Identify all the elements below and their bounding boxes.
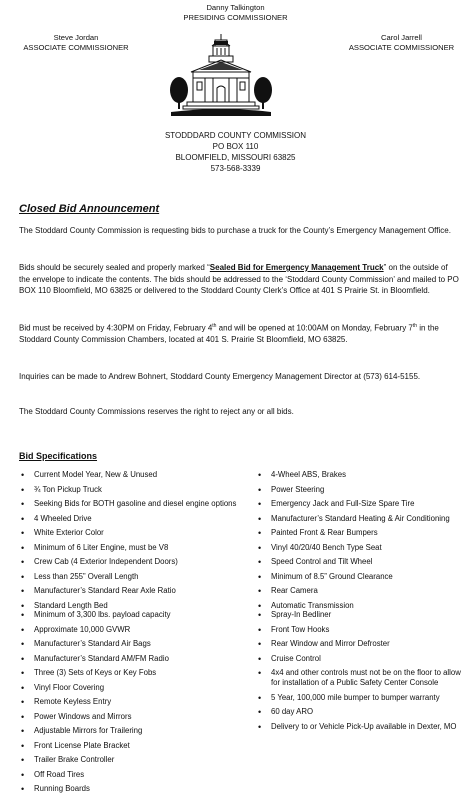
spec-item: • Adjustable Mirrors for Trailering [17, 726, 242, 736]
spec-item: • Minimum of 3,300 lbs. payload capacity [17, 610, 242, 620]
spec-item: • Delivery to or Vehicle Pick-Up available in Dexter, MO [254, 722, 464, 732]
spec-item: • Vinyl 40/20/40 Bench Type Seat [254, 543, 464, 553]
announcement-title: Closed Bid Announcement [19, 203, 160, 215]
deadline-sup-1: th [212, 323, 217, 329]
right-commissioner-name: Carol Jarrell [381, 33, 422, 42]
spec-item: • Power Steering [254, 485, 464, 495]
spec-item: • Rear Camera [254, 586, 464, 596]
paragraph-request: The Stoddard County Commission is requesting bids to purchase a truck for the County’s Emergency Management Office. [19, 226, 451, 235]
spec-item: • Minimum of 6 Liter Engine, must be V8 [17, 543, 242, 553]
deadline-text-c: in the Stoddard County Commission Chambers, located at 401 S. Prairie St Bloomfield, MO 63825. [19, 323, 439, 345]
spec-item: • Standard Length Bed [17, 601, 242, 611]
spec-item: • Rear Window and Mirror Defroster [254, 639, 464, 649]
city-state-zip: BLOOMFIELD, MISSOURI 63825 [175, 153, 296, 162]
spec-item: • White Exterior Color [17, 528, 242, 538]
spec-item: • 4x4 and other controls must not be on the floor to allow for installation of a Public Safety Center Console [254, 668, 464, 689]
paragraph-deadline [19, 321, 459, 346]
spec-item: • Off Road Tires [17, 770, 242, 780]
spec-item: • Seeking Bids for BOTH gasoline and diesel engine options [17, 499, 242, 509]
spec-list-left-top [17, 470, 242, 615]
courthouse-seal-icon [169, 32, 273, 126]
spec-item: • Automatic Transmission [254, 601, 464, 611]
presiding-commissioner [0, 3, 471, 24]
paragraph-inquiries: Inquiries can be made to Andrew Bohnert, Stoddard County Emergency Management Director at (573) 614-5155. [19, 372, 421, 381]
sealed-bid-label: Sealed Bid for Emergency Management Truck [209, 263, 384, 272]
spec-item: • Painted Front & Rear Bumpers [254, 528, 464, 538]
spec-item: • Front License Plate Bracket [17, 741, 242, 751]
bid-instructions-text-a: Bids should be securely sealed and properly marked “ [19, 263, 210, 272]
spec-list-right-top [254, 470, 464, 615]
spec-item: • Crew Cab (4 Exterior Independent Doors) [17, 557, 242, 567]
spec-item: • 5 Year, 100,000 mile bumper to bumper warranty [254, 693, 464, 703]
spec-item: • Approximate 10,000 GVWR [17, 625, 242, 635]
spec-item: • Spray-In Bedliner [254, 610, 464, 620]
spec-item: • Power Windows and Mirrors [17, 712, 242, 722]
spec-item: • Trailer Brake Controller [17, 755, 242, 765]
right-commissioner-title: ASSOCIATE COMMISSIONER [348, 43, 455, 53]
org-name: STODDDARD COUNTY COMMISSION [164, 131, 307, 140]
deadline-text-b: and will be opened at 10:00AM on Monday, February 7 [216, 323, 413, 333]
associate-commissioner-right [334, 33, 469, 54]
presiding-name: Danny Talkington [206, 3, 265, 12]
spec-item: • Running Boards [17, 784, 242, 794]
phone-number: 573-568-3339 [210, 164, 261, 173]
spec-item: • ¾ Ton Pickup Truck [17, 485, 242, 495]
paragraph-bid-instructions [19, 262, 459, 297]
associate-commissioner-left [6, 33, 146, 54]
spec-item: • 4 Wheeled Drive [17, 514, 242, 524]
spec-item: • 4-Wheel ABS, Brakes [254, 470, 464, 480]
spec-item: • Three (3) Sets of Keys or Key Fobs [17, 668, 242, 678]
spec-item: • Manufacturer’s Standard Rear Axle Ratio [17, 586, 242, 596]
deadline-sup-2: th [412, 323, 418, 329]
commission-address-block [0, 130, 471, 174]
spec-item: • Current Model Year, New & Unused [17, 470, 242, 480]
po-box: PO BOX 110 [212, 142, 259, 151]
left-commissioner-name: Steve Jordan [53, 33, 99, 42]
spec-item: • Remote Keyless Entry [17, 697, 242, 707]
spec-list-left-bottom [17, 610, 242, 799]
deadline-text-a: Bid must be received by 4:30PM on Friday, February 4 [19, 323, 213, 333]
spec-list-right-bottom [254, 610, 464, 736]
spec-item: • Vinyl Floor Covering [17, 683, 242, 693]
bid-instructions-text-b: ” on the outside of the envelope to indicate the contents. The bids should be addressed to the ‘Stoddard County Commission’ and mailed to PO BOX 110 Bloomfield, MO 63825 or delivered to the Stoddard County Clerk’s Office at 401 S Prairie St. in Bloomfield. [19, 263, 459, 296]
spec-item: • Front Tow Hooks [254, 625, 464, 635]
spec-item: • 60 day ARO [254, 707, 464, 717]
spec-item: • Manufacturer’s Standard Air Bags [17, 639, 242, 649]
spec-item: • Manufacturer’s Standard Heating & Air Conditioning [254, 514, 464, 524]
left-commissioner-title: ASSOCIATE COMMISSIONER [23, 43, 129, 53]
spec-item: • Manufacturer’s Standard AM/FM Radio [17, 654, 242, 664]
bid-specifications-title: Bid Specifications [19, 451, 98, 461]
presiding-title: PRESIDING COMMISSIONER [183, 13, 288, 23]
spec-item: • Speed Control and Tilt Wheel [254, 557, 464, 567]
spec-item: • Cruise Control [254, 654, 464, 664]
spec-item: • Minimum of 8.5” Ground Clearance [254, 572, 464, 582]
spec-item: • Emergency Jack and Full-Size Spare Tire [254, 499, 464, 509]
spec-item: • Less than 255” Overall Length [17, 572, 242, 582]
paragraph-reservation: The Stoddard County Commissions reserves the right to reject any or all bids. [19, 407, 294, 416]
